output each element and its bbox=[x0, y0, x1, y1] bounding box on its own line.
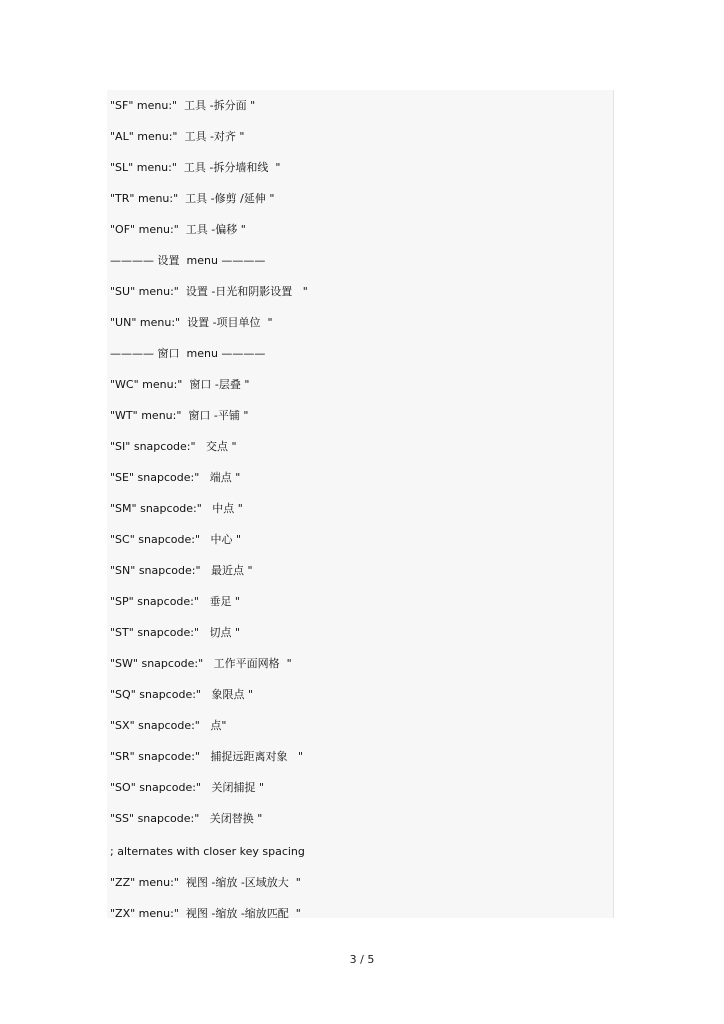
shortcut-line: "ST" snapcode:" 切点 " bbox=[110, 626, 241, 639]
section-divider: ———— 窗口 menu ———— bbox=[110, 347, 266, 360]
shortcut-line: "SO" snapcode:" 关闭捕捉 " bbox=[110, 781, 265, 794]
shortcut-line: "SC" snapcode:" 中心 " bbox=[110, 533, 242, 546]
shortcut-line: "AL" menu:" 工具 -对齐 " bbox=[110, 130, 245, 143]
shortcut-line: "WC" menu:" 窗口 -层叠 " bbox=[110, 378, 250, 391]
page-number: 3 / 5 bbox=[349, 953, 375, 966]
comment-line: ; alternates with closer key spacing bbox=[110, 845, 305, 858]
section-divider: ———— 设置 menu ———— bbox=[110, 254, 266, 267]
shortcut-line: "SS" snapcode:" 关闭替换 " bbox=[110, 812, 263, 825]
shortcut-line: "SM" snapcode:" 中点 " bbox=[110, 502, 243, 515]
shortcut-line: "SP" snapcode:" 垂足 " bbox=[110, 595, 240, 608]
shortcut-line: "WT" menu:" 窗口 -平铺 " bbox=[110, 409, 249, 422]
shortcut-line: "ZZ" menu:" 视图 -缩放 -区域放大 " bbox=[110, 876, 301, 889]
shortcut-line: "SL" menu:" 工具 -拆分墙和线 " bbox=[110, 161, 281, 174]
shortcut-line: "SN" snapcode:" 最近点 " bbox=[110, 564, 253, 577]
shortcut-line: "SF" menu:" 工具 -拆分面 " bbox=[110, 99, 256, 112]
shortcut-line: "ZX" menu:" 视图 -缩放 -缩放匹配 " bbox=[110, 907, 301, 920]
shortcut-line: "TR" menu:" 工具 -修剪 /延伸 " bbox=[110, 192, 275, 205]
shortcut-line: "SR" snapcode:" 捕捉远距离对象 " bbox=[110, 750, 303, 763]
shortcut-line: "SQ" snapcode:" 象限点 " bbox=[110, 688, 254, 701]
shortcut-line: "UN" menu:" 设置 -项目单位 " bbox=[110, 316, 273, 329]
shortcut-line: "SI" snapcode:" 交点 " bbox=[110, 440, 237, 453]
shortcut-line: "SU" menu:" 设置 -日光和阴影设置 " bbox=[110, 285, 308, 298]
shortcut-line: "SE" snapcode:" 端点 " bbox=[110, 471, 241, 484]
shortcut-line: "SW" snapcode:" 工作平面网格 " bbox=[110, 657, 292, 670]
shortcut-line: "SX" snapcode:" 点" bbox=[110, 719, 227, 732]
shortcut-line: "OF" menu:" 工具 -偏移 " bbox=[110, 223, 246, 236]
